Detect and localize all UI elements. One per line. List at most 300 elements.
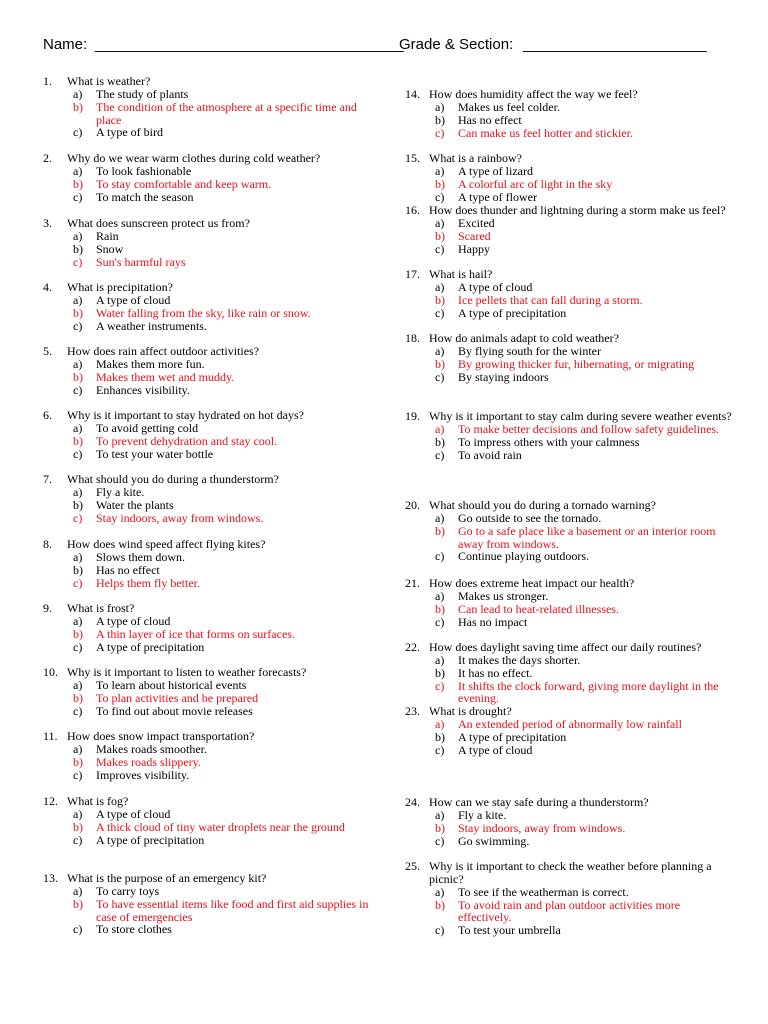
option-text: Makes them wet and muddy. — [96, 369, 235, 384]
option-letter: b) — [73, 690, 83, 705]
question-number: 18. — [405, 331, 420, 345]
question-text: How does extreme heat impact our health? — [429, 576, 635, 590]
question-text: How does rain affect outdoor activities? — [67, 344, 260, 358]
option-text: To make better decisions and follow safety guidelines. — [458, 421, 720, 436]
option-text: A type of precipitation — [458, 305, 567, 320]
option-text: To see if the weatherman is correct. — [458, 884, 629, 899]
question-number: 6. — [43, 408, 52, 422]
option-text: To plan activities and be prepared — [96, 690, 259, 705]
question-text: What should you do during a tornado warning? — [429, 498, 656, 512]
option-letter: b) — [435, 228, 445, 243]
answer-option-correct — [43, 371, 378, 384]
answer-option — [43, 448, 378, 461]
answer-option — [43, 230, 378, 243]
option-letter: c) — [73, 767, 83, 782]
option-letter: b) — [435, 820, 445, 835]
option-text: Water the plants — [96, 497, 174, 512]
question-stem — [43, 281, 378, 294]
grade-section-label: Grade & Section: — [399, 36, 514, 53]
option-letter: c) — [73, 922, 83, 937]
option-letter: c) — [435, 125, 445, 140]
option-text: A type of cloud — [96, 292, 171, 307]
question-text: What does sunscreen protect us from? — [67, 216, 250, 230]
option-letter: c) — [435, 923, 445, 938]
question-text: What is precipitation? — [67, 280, 173, 294]
option-text: A type of precipitation — [96, 639, 205, 654]
question-9 — [43, 602, 378, 653]
option-text: An extended period of abnormally low rainfall — [458, 716, 682, 731]
option-text: Rain — [96, 228, 119, 243]
question-text: Why do we wear warm clothes during cold weather? — [67, 151, 321, 165]
option-text: Go swimming. — [458, 833, 530, 848]
option-letter: a) — [435, 716, 445, 731]
question-2 — [43, 152, 378, 203]
option-text: Can make us feel hotter and stickier. — [458, 125, 633, 140]
option-text: To avoid rain — [458, 447, 522, 462]
option-letter: a) — [73, 484, 83, 499]
option-text: To test your water bottle — [96, 446, 214, 461]
option-text: To test your umbrella — [458, 923, 561, 938]
option-text: Improves visibility. — [96, 767, 190, 782]
option-text: It makes the days shorter. — [458, 652, 581, 667]
option-text: Makes them more fun. — [96, 356, 205, 371]
question-number: 14. — [405, 87, 420, 101]
option-text: Go outside to see the tornado. — [458, 510, 602, 525]
answer-option-correct — [43, 256, 378, 269]
question-number: 12. — [43, 794, 58, 808]
option-letter: a) — [73, 883, 83, 898]
answer-option-correct — [405, 899, 735, 925]
option-text: To have essential items like food and first aid supplies in case of emergencies — [96, 896, 369, 924]
question-stem — [405, 860, 735, 886]
option-letter: b) — [435, 112, 445, 127]
option-letter: a) — [73, 163, 83, 178]
option-letter: a) — [73, 420, 83, 435]
answer-option — [43, 320, 378, 333]
question-text: What is the purpose of an emergency kit? — [67, 871, 267, 885]
question-number: 2. — [43, 151, 52, 165]
question-number: 13. — [43, 871, 58, 885]
answer-option — [43, 486, 378, 499]
answer-option — [405, 616, 735, 629]
option-letter: b) — [73, 305, 83, 320]
option-letter: a) — [435, 343, 445, 358]
option-letter: c) — [73, 254, 83, 269]
answer-option — [43, 191, 378, 204]
answer-option — [43, 743, 378, 756]
question-7 — [43, 473, 378, 524]
question-4 — [43, 281, 378, 332]
option-letter: b) — [73, 497, 83, 512]
option-text: Scared — [458, 228, 491, 243]
answer-option — [43, 126, 378, 139]
answer-option-correct — [43, 512, 378, 525]
option-text: Stay indoors, away from windows. — [96, 510, 264, 525]
answer-option-correct — [43, 628, 378, 641]
question-text: How does wind speed affect flying kites? — [67, 537, 266, 551]
question-text: How does humidity affect the way we feel? — [429, 87, 638, 101]
option-text: To avoid rain and plan outdoor activities more effectively. — [458, 897, 681, 925]
option-letter: b) — [435, 176, 445, 191]
answer-option-correct — [43, 756, 378, 769]
option-letter: a) — [435, 807, 445, 822]
answer-option-correct — [43, 898, 378, 924]
option-text: Slows them down. — [96, 549, 186, 564]
answer-option-correct — [43, 101, 378, 127]
option-letter: a) — [435, 652, 445, 667]
option-letter: c) — [435, 241, 445, 256]
option-text: Makes us feel colder. — [458, 99, 560, 114]
question-stem — [405, 152, 735, 165]
question-text: What is drought? — [429, 704, 512, 718]
option-letter: c) — [435, 742, 445, 757]
question-20 — [405, 499, 735, 563]
option-text: Makes us stronger. — [458, 588, 549, 603]
question-number: 17. — [405, 267, 420, 281]
question-text: Why is it important to stay hydrated on hot days? — [67, 408, 304, 422]
option-letter: c) — [73, 703, 83, 718]
question-number: 24. — [405, 795, 420, 809]
question-number: 11. — [43, 729, 58, 743]
answer-option-correct — [405, 603, 735, 616]
answer-option — [405, 436, 735, 449]
answer-option — [405, 217, 735, 230]
answer-option-correct — [43, 821, 378, 834]
question-text: What is fog? — [67, 794, 129, 808]
option-letter: a) — [73, 741, 83, 756]
question-10 — [43, 666, 378, 717]
option-text: The study of plants — [96, 86, 189, 101]
question-stem — [43, 345, 378, 358]
answer-option — [405, 835, 735, 848]
option-text: It has no effect. — [458, 665, 533, 680]
option-letter: a) — [435, 279, 445, 294]
question-text: What is hail? — [429, 267, 493, 281]
question-number: 9. — [43, 601, 52, 615]
grade-section-blank-line: ______________________ — [523, 36, 707, 53]
option-text: Stay indoors, away from windows. — [458, 820, 626, 835]
question-stem — [43, 152, 378, 165]
question-stem — [43, 795, 378, 808]
option-text: A type of precipitation — [96, 832, 205, 847]
option-letter: b) — [435, 292, 445, 307]
answer-option — [43, 384, 378, 397]
question-number: 23. — [405, 704, 420, 718]
question-text: How do animals adapt to cold weather? — [429, 331, 619, 345]
option-text: A type of bird — [96, 125, 163, 140]
option-letter: c) — [73, 382, 83, 397]
question-8 — [43, 538, 378, 589]
name-blank-line: _____________________________________ — [95, 36, 404, 53]
option-letter: b) — [435, 356, 445, 371]
option-text: A type of lizard — [458, 163, 533, 178]
answer-option — [43, 923, 378, 936]
option-letter: a) — [73, 356, 83, 371]
option-text: To prevent dehydration and stay cool. — [96, 433, 278, 448]
option-text: By staying indoors — [458, 369, 549, 384]
option-text: Excited — [458, 215, 495, 230]
answer-option-correct — [405, 294, 735, 307]
option-letter: b) — [73, 626, 83, 641]
answer-option-correct — [405, 718, 735, 731]
answer-option-correct — [405, 178, 735, 191]
option-letter: b) — [73, 433, 83, 448]
option-letter: c) — [73, 832, 83, 847]
question-text: How does daylight saving time affect our daily routines? — [429, 640, 702, 654]
question-stem — [43, 602, 378, 615]
option-letter: c) — [435, 369, 445, 384]
question-text: How does snow impact transportation? — [67, 729, 255, 743]
option-text: A type of flower — [458, 189, 537, 204]
answer-option-correct — [405, 127, 735, 140]
option-letter: a) — [435, 421, 445, 436]
option-letter: a) — [435, 884, 445, 899]
option-letter: b) — [73, 176, 83, 191]
option-text: A colorful arc of light in the sky — [458, 176, 613, 191]
option-text: A type of cloud — [458, 279, 533, 294]
option-letter: a) — [73, 613, 83, 628]
question-stem — [43, 730, 378, 743]
option-letter: c) — [73, 446, 83, 461]
option-text: Snow — [96, 241, 124, 256]
question-text: What is frost? — [67, 601, 135, 615]
option-letter: a) — [435, 99, 445, 114]
option-text: A weather instruments. — [96, 318, 207, 333]
option-letter: c) — [435, 305, 445, 320]
option-letter: a) — [435, 510, 445, 525]
question-text: What is a rainbow? — [429, 151, 522, 165]
question-number: 1. — [43, 74, 52, 88]
question-text: Why is it important to listen to weather forecasts? — [67, 665, 307, 679]
answer-option — [405, 307, 735, 320]
option-text: To look fashionable — [96, 163, 192, 178]
option-letter: b) — [73, 754, 83, 769]
option-letter: b) — [73, 99, 83, 114]
question-stem — [43, 409, 378, 422]
question-19 — [405, 410, 735, 461]
option-text: Sun's harmful rays — [96, 254, 186, 269]
question-11 — [43, 730, 378, 781]
question-6 — [43, 409, 378, 460]
answer-option — [405, 654, 735, 667]
question-stem — [43, 872, 378, 885]
question-number: 20. — [405, 498, 420, 512]
question-13 — [43, 872, 378, 936]
question-stem — [43, 538, 378, 551]
option-letter: b) — [73, 369, 83, 384]
option-text: To match the season — [96, 189, 194, 204]
option-letter: a) — [73, 228, 83, 243]
answer-option — [405, 101, 735, 114]
question-text: Why is it important to check the weather before planning a picnic? — [429, 859, 712, 886]
question-17 — [405, 268, 735, 319]
option-text: To find out about movie releases — [96, 703, 253, 718]
answer-option — [405, 191, 735, 204]
question-stem — [405, 88, 735, 101]
worksheet-header — [43, 36, 728, 60]
question-stem — [43, 75, 378, 88]
option-text: Continue playing outdoors. — [458, 549, 589, 564]
option-text: Happy — [458, 241, 490, 256]
option-letter: b) — [435, 523, 445, 538]
question-number: 10. — [43, 665, 58, 679]
answer-option — [43, 769, 378, 782]
question-text: How can we stay safe during a thunderstorm? — [429, 795, 649, 809]
answer-option — [43, 243, 378, 256]
question-18 — [405, 332, 735, 383]
question-1 — [43, 75, 378, 139]
option-letter: b) — [73, 819, 83, 834]
question-text: How does thunder and lightning during a storm make us feel? — [429, 203, 726, 217]
option-letter: c) — [73, 510, 83, 525]
option-text: A type of precipitation — [458, 729, 567, 744]
option-text: To impress others with your calmness — [458, 434, 640, 449]
option-text: A thick cloud of tiny water droplets near the ground — [96, 819, 345, 834]
question-stem — [405, 268, 735, 281]
question-14 — [405, 88, 735, 139]
question-5 — [43, 345, 378, 396]
name-label: Name: — [43, 36, 88, 53]
option-text: Water falling from the sky, like rain or snow. — [96, 305, 311, 320]
answer-option-correct — [405, 822, 735, 835]
option-text: To avoid getting cold — [96, 420, 199, 435]
answer-option — [405, 371, 735, 384]
option-letter: c) — [73, 125, 83, 140]
question-number: 25. — [405, 859, 420, 873]
question-number: 19. — [405, 409, 420, 423]
option-text: Makes roads smoother. — [96, 741, 207, 756]
option-letter: c) — [73, 639, 83, 654]
option-letter: b) — [435, 434, 445, 449]
option-text: Fly a kite. — [96, 484, 145, 499]
option-text: By growing thicker fur, hibernating, or migrating — [458, 356, 695, 371]
option-letter: c) — [435, 549, 445, 564]
option-letter: b) — [73, 241, 83, 256]
option-letter: b) — [73, 562, 83, 577]
question-number: 7. — [43, 472, 52, 486]
option-letter: b) — [435, 897, 445, 912]
question-number: 3. — [43, 216, 52, 230]
option-text: A thin layer of ice that forms on surfaces. — [96, 626, 295, 641]
answer-option — [405, 731, 735, 744]
option-text: Fly a kite. — [458, 807, 507, 822]
answer-option — [405, 243, 735, 256]
question-stem — [405, 204, 735, 217]
question-24 — [405, 796, 735, 847]
option-text: To learn about historical events — [96, 677, 247, 692]
option-letter: a) — [435, 215, 445, 230]
option-text: Has no effect — [458, 112, 522, 127]
option-text: Enhances visibility. — [96, 382, 190, 397]
question-number: 16. — [405, 203, 420, 217]
option-text: Has no effect — [96, 562, 160, 577]
option-letter: b) — [435, 665, 445, 680]
option-text: Makes roads slippery. — [96, 754, 201, 769]
question-number: 5. — [43, 344, 52, 358]
option-letter: a) — [73, 292, 83, 307]
option-letter: c) — [73, 575, 83, 590]
question-16 — [405, 204, 735, 255]
question-23 — [405, 705, 735, 756]
option-letter: a) — [435, 588, 445, 603]
answer-option-correct — [405, 525, 735, 551]
question-text: What is weather? — [67, 74, 151, 88]
question-text: Why is it important to stay calm during severe weather events? — [429, 409, 732, 423]
answer-option — [405, 449, 735, 462]
option-text: Helps them fly better. — [96, 575, 200, 590]
option-letter: b) — [73, 896, 83, 911]
question-15 — [405, 152, 735, 203]
question-stem — [43, 473, 378, 486]
answer-option-correct — [43, 307, 378, 320]
answer-option — [405, 550, 735, 563]
answer-option-correct — [43, 577, 378, 590]
option-letter: c) — [435, 833, 445, 848]
option-text: Has no impact — [458, 614, 528, 629]
answer-option-correct — [405, 230, 735, 243]
option-text: It shifts the clock forward, giving more daylight in the evening. — [458, 678, 719, 706]
option-text: A type of cloud — [96, 806, 171, 821]
answer-option-correct — [43, 178, 378, 191]
option-text: A type of cloud — [96, 613, 171, 628]
option-text: Go to a safe place like a basement or an interior room away from windows. — [458, 523, 716, 551]
option-letter: c) — [73, 318, 83, 333]
question-number: 15. — [405, 151, 420, 165]
question-21 — [405, 577, 735, 628]
option-letter: b) — [435, 601, 445, 616]
question-stem — [405, 577, 735, 590]
option-text: Can lead to heat-related illnesses. — [458, 601, 619, 616]
question-number: 21. — [405, 576, 420, 590]
option-letter: a) — [73, 549, 83, 564]
question-text: What should you do during a thunderstorm? — [67, 472, 279, 486]
answer-option-correct — [405, 680, 735, 706]
question-number: 4. — [43, 280, 52, 294]
question-12 — [43, 795, 378, 846]
option-text: To store clothes — [96, 922, 172, 937]
option-text: To stay comfortable and keep warm. — [96, 176, 272, 191]
option-letter: a) — [73, 86, 83, 101]
question-stem — [43, 217, 378, 230]
question-25 — [405, 860, 735, 937]
question-3 — [43, 217, 378, 268]
answer-option — [43, 705, 378, 718]
option-letter: c) — [435, 189, 445, 204]
option-letter: a) — [435, 163, 445, 178]
option-letter: c) — [435, 614, 445, 629]
question-stem — [405, 796, 735, 809]
question-number: 8. — [43, 537, 52, 551]
option-letter: a) — [73, 677, 83, 692]
option-text: Ice pellets that can fall during a storm. — [458, 292, 643, 307]
option-letter: a) — [73, 806, 83, 821]
answer-option — [405, 924, 735, 937]
option-letter: c) — [435, 678, 445, 693]
answer-option-correct — [405, 358, 735, 371]
option-text: To carry toys — [96, 883, 160, 898]
answer-option — [405, 744, 735, 757]
option-letter: b) — [435, 729, 445, 744]
option-text: The condition of the atmosphere at a specific time and place — [96, 99, 357, 127]
answer-option — [43, 551, 378, 564]
option-text: A type of cloud — [458, 742, 533, 757]
option-letter: c) — [73, 189, 83, 204]
option-text: By flying south for the winter — [458, 343, 601, 358]
question-22 — [405, 641, 735, 705]
option-letter: c) — [435, 447, 445, 462]
question-number: 22. — [405, 640, 420, 654]
answer-option — [43, 641, 378, 654]
